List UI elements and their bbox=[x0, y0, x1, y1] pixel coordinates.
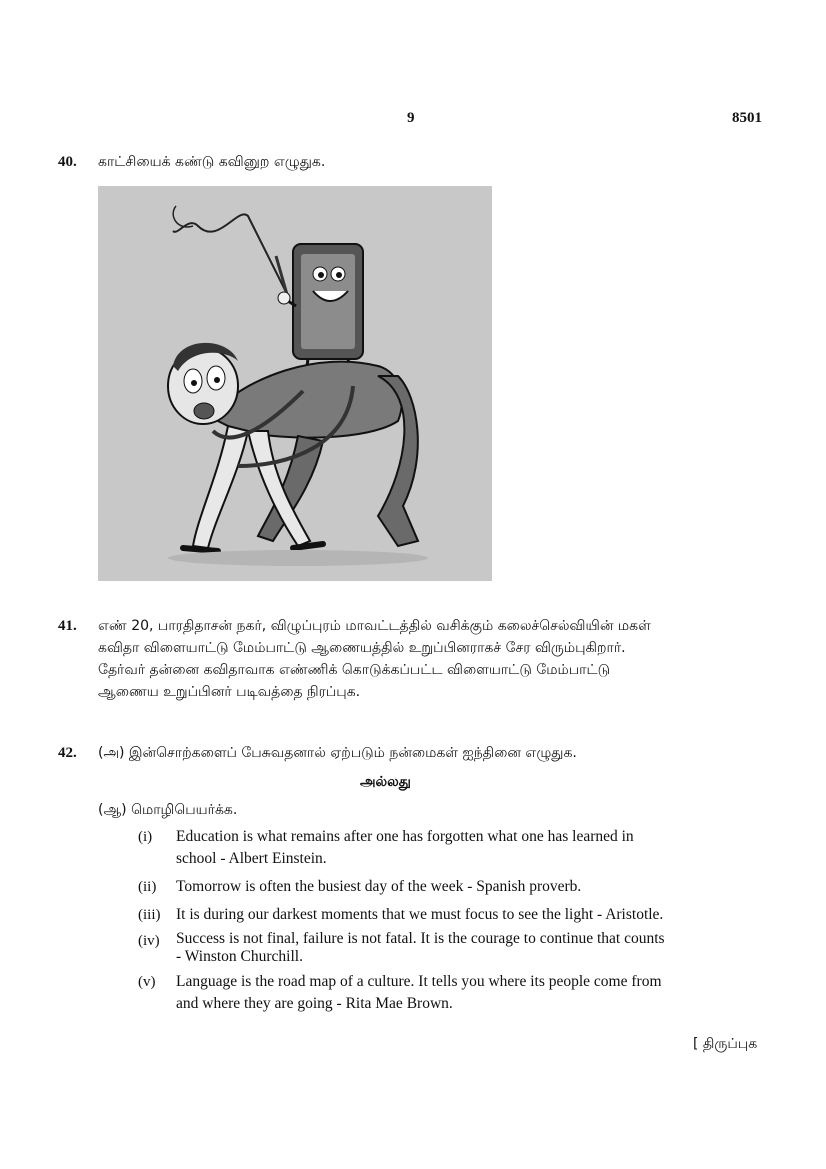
question-42-part-a: (அ) இன்சொற்களைப் பேசுவதனால் ஏற்படும் நன்மைகள் ஐந்தினை எழுதுக. bbox=[98, 745, 577, 761]
item-text bbox=[176, 930, 732, 966]
item-number: (iii) bbox=[138, 907, 161, 923]
item-text bbox=[176, 971, 732, 1015]
item-number: (v) bbox=[138, 974, 156, 990]
item-line: school - Albert Einstein. bbox=[176, 850, 327, 867]
turn-over-note: [ திருப்புக bbox=[693, 1036, 758, 1052]
item-line: and where they are going - Rita Mae Brown. bbox=[176, 995, 453, 1012]
question-41-number: 41. bbox=[58, 618, 77, 634]
item-line: - Winston Churchill. bbox=[176, 948, 303, 965]
item-text bbox=[176, 904, 732, 926]
question-41-line: கவிதா விளையாட்டு மேம்பாட்டு ஆணையத்தில் உறுப்பினராகச் சேர விரும்புகிறார். bbox=[98, 640, 626, 656]
question-40-number: 40. bbox=[58, 154, 77, 170]
item-line: It is during our darkest moments that we must focus to see the light - Aristotle. bbox=[176, 906, 664, 923]
or-separator: அல்லது bbox=[360, 774, 411, 790]
question-41-line: ஆணைய உறுப்பினர் படிவத்தை நிரப்புக. bbox=[98, 684, 361, 700]
paper-code: 8501 bbox=[732, 110, 762, 126]
item-number: (i) bbox=[138, 829, 153, 845]
item-line: Success is not final, failure is not fatal. It is the courage to continue that counts bbox=[176, 930, 665, 947]
item-line: Education is what remains after one has forgotten what one has learned in bbox=[176, 828, 634, 845]
question-41-line: தேர்வர் தன்னை கவிதாவாக எண்ணிக் கொடுக்கப்பட்ட விளையாட்டு மேம்பாட்டு bbox=[98, 662, 611, 678]
item-number: (ii) bbox=[138, 879, 157, 895]
question-41-text bbox=[98, 615, 730, 703]
question-41-line: எண் 20, பாரதிதாசன் நகர், விழுப்புரம் மாவட்டத்தில் வசிக்கும் கலைச்செல்வியின் மகள் bbox=[98, 618, 651, 634]
item-line: Language is the road map of a culture. It tells you where its people come from bbox=[176, 973, 662, 990]
item-number: (iv) bbox=[138, 933, 160, 949]
phone-riding-man-illustration bbox=[98, 186, 492, 581]
item-text bbox=[176, 876, 732, 898]
question-40-text: காட்சியைக் கண்டு கவினுற எழுதுக. bbox=[98, 154, 326, 170]
item-line: Tomorrow is often the busiest day of the week - Spanish proverb. bbox=[176, 878, 582, 895]
page-number: 9 bbox=[407, 110, 415, 126]
question-42-part-b: (ஆ) மொழிபெயர்க்க. bbox=[98, 802, 238, 818]
item-text bbox=[176, 826, 732, 870]
question-42-number: 42. bbox=[58, 745, 77, 761]
